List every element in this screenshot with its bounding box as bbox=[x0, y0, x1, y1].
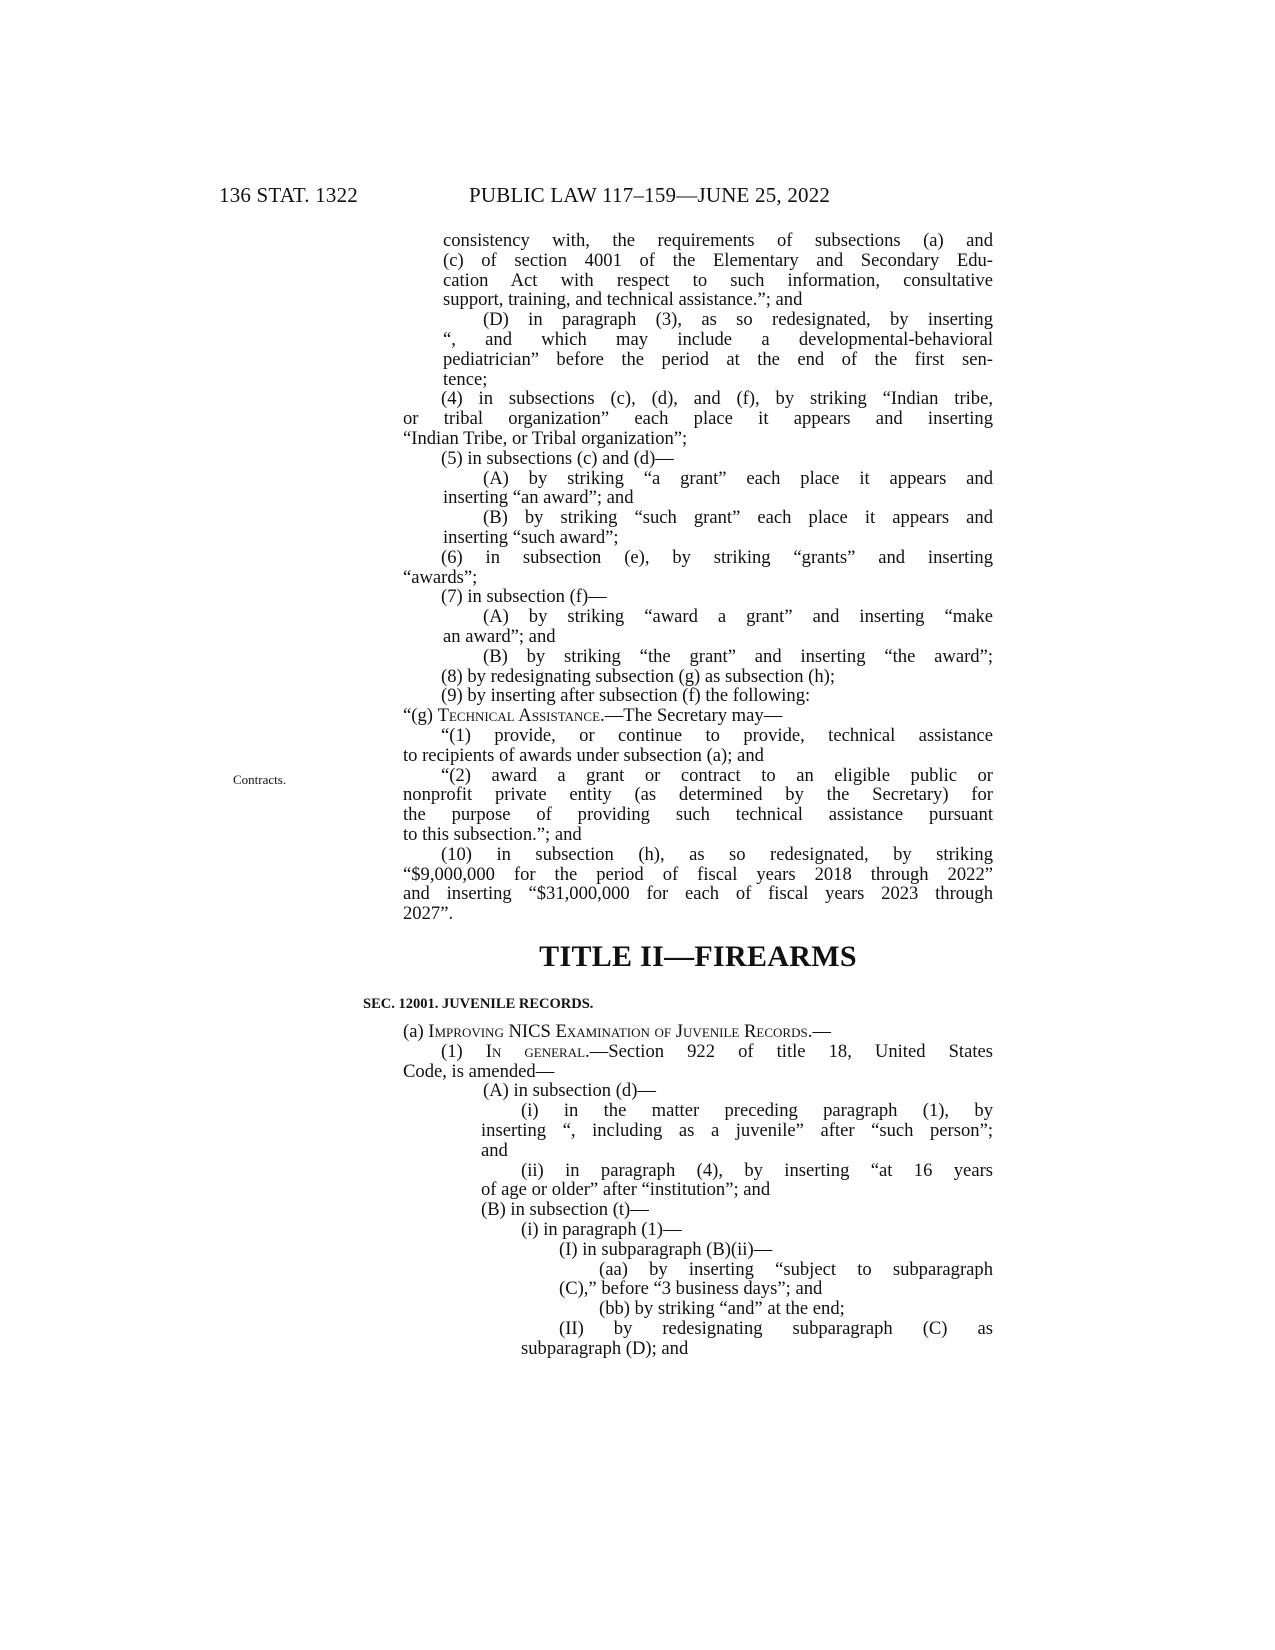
text-line: inserting “an award”; and bbox=[443, 487, 634, 509]
text-line: (B) by striking “the grant” and inserting “the award”; bbox=[483, 645, 993, 667]
text-line: to this subsection.”; and bbox=[403, 823, 582, 845]
subsection-heading: Technical Assistance. bbox=[437, 705, 605, 727]
text-block-amendments bbox=[403, 231, 993, 924]
text-line: to recipients of awards under subsection (a); and bbox=[403, 744, 764, 766]
text-line: support, training, and technical assistance.”; and bbox=[443, 289, 803, 311]
text-line: (bb) by striking “and” at the end; bbox=[599, 1298, 845, 1320]
text-line: inserting “such award”; bbox=[443, 526, 619, 548]
text-line: (A) by striking “award a grant” and inserting “make bbox=[483, 606, 993, 628]
text-line: or tribal organization” each place it appears and inserting bbox=[403, 408, 993, 430]
text-line: (6) in subsection (e), by striking “grants” and inserting bbox=[441, 546, 993, 568]
text-line: (c) of section 4001 of the Elementary and Secondary Edu- bbox=[443, 249, 993, 271]
text-line: (B) by striking “such grant” each place it appears and bbox=[483, 507, 993, 529]
paragraph-1-heading: In general. bbox=[485, 1040, 590, 1062]
text-line: “, and which may include a developmental-behavioral bbox=[443, 328, 993, 350]
text-line: (7) in subsection (f)— bbox=[441, 586, 607, 608]
text-line: (A) in subsection (d)— bbox=[483, 1080, 656, 1102]
text-line: and bbox=[481, 1139, 508, 1161]
text-line: Code, is amended— bbox=[403, 1060, 555, 1082]
text-line: pediatrician” before the period at the end of the first sen- bbox=[443, 348, 993, 370]
text-line: (i) in the matter preceding paragraph (1), by bbox=[521, 1100, 993, 1122]
text-line: (aa) by inserting “subject to subparagraph bbox=[599, 1258, 993, 1280]
text-line: tence; bbox=[443, 368, 488, 390]
text-line: (i) in paragraph (1)— bbox=[521, 1218, 682, 1240]
text-line-technical-assistance bbox=[403, 706, 993, 726]
text-line: (II) by redesignating subparagraph (C) as bbox=[559, 1317, 993, 1339]
text-line: nonprofit private entity (as determined by the Secretary) for bbox=[403, 784, 993, 806]
text-line: “(2) award a grant or contract to an eligible public or bbox=[441, 764, 993, 786]
text-line: 2027”. bbox=[403, 903, 454, 925]
text-line: (ii) in paragraph (4), by inserting “at 16 years bbox=[521, 1159, 993, 1181]
text-line: (4) in subsections (c), (d), and (f), by striking “Indian tribe, bbox=[441, 388, 993, 410]
text-line: inserting “, including as a juvenile” after “such person”; bbox=[481, 1119, 993, 1141]
statute-page-number: 136 STAT. 1322 bbox=[219, 183, 358, 207]
text-line: “$9,000,000 for the period of fiscal years 2018 through 2022” bbox=[403, 863, 993, 885]
running-head: PUBLIC LAW 117–159—JUNE 25, 2022 bbox=[469, 183, 831, 207]
text-line: of age or older” after “institution”; and bbox=[481, 1179, 771, 1201]
text-line: “Indian Tribe, or Tribal organization”; bbox=[403, 427, 688, 449]
text-line: consistency with, the requirements of subsections (a) and bbox=[443, 230, 993, 251]
text-line: (8) by redesignating subsection (g) as subsection (h); bbox=[441, 665, 835, 687]
text-line: “(1) provide, or continue to provide, technical assistance bbox=[441, 724, 993, 746]
subsection-a-heading: Improving NICS Examination of Juvenile Records. bbox=[428, 1021, 813, 1042]
text-line: (A) by striking “a grant” each place it appears and bbox=[483, 467, 993, 489]
text-line: subparagraph (D); and bbox=[521, 1337, 689, 1359]
text-line: (9) by inserting after subsection (f) the following: bbox=[441, 685, 811, 707]
text-line: (C),” before “3 business days”; and bbox=[559, 1278, 823, 1300]
text-line: (D) in paragraph (3), as so redesignated, by inserting bbox=[483, 309, 993, 331]
subsection-a-line bbox=[403, 1022, 993, 1042]
margin-note: Contracts. bbox=[233, 772, 287, 787]
text-line: (10) in subsection (h), as so redesignated, by striking bbox=[441, 843, 993, 865]
paragraph-1-text: —Section 922 of title 18, United States bbox=[589, 1040, 993, 1062]
title-heading: TITLE II—FIREARMS bbox=[539, 940, 857, 973]
subsection-a-dash: — bbox=[812, 1021, 831, 1042]
text-line: the purpose of providing such technical assistance pursuant bbox=[403, 804, 993, 826]
text-block-juvenile-records bbox=[403, 1022, 993, 1359]
paragraph-1-line bbox=[403, 1042, 993, 1062]
section-heading: SEC. 12001. JUVENILE RECORDS. bbox=[363, 996, 594, 1012]
page-header bbox=[0, 183, 1275, 213]
paragraph-1-number: (1) bbox=[441, 1040, 486, 1062]
quote-prefix: “(g) bbox=[403, 705, 438, 727]
text-line: (I) in subparagraph (B)(ii)— bbox=[559, 1238, 773, 1260]
subsection-a-number: (a) bbox=[403, 1021, 429, 1042]
text-line: (5) in subsections (c) and (d)— bbox=[441, 447, 674, 469]
text-line: cation Act with respect to such information, consultative bbox=[443, 269, 993, 291]
heading-continuation: —The Secretary may— bbox=[604, 705, 783, 727]
text-line: “awards”; bbox=[403, 566, 478, 588]
text-line: (B) in subsection (t)— bbox=[481, 1199, 649, 1221]
text-line: an award”; and bbox=[443, 625, 556, 647]
text-line: and inserting “$31,000,000 for each of fiscal years 2023 through bbox=[403, 883, 993, 905]
